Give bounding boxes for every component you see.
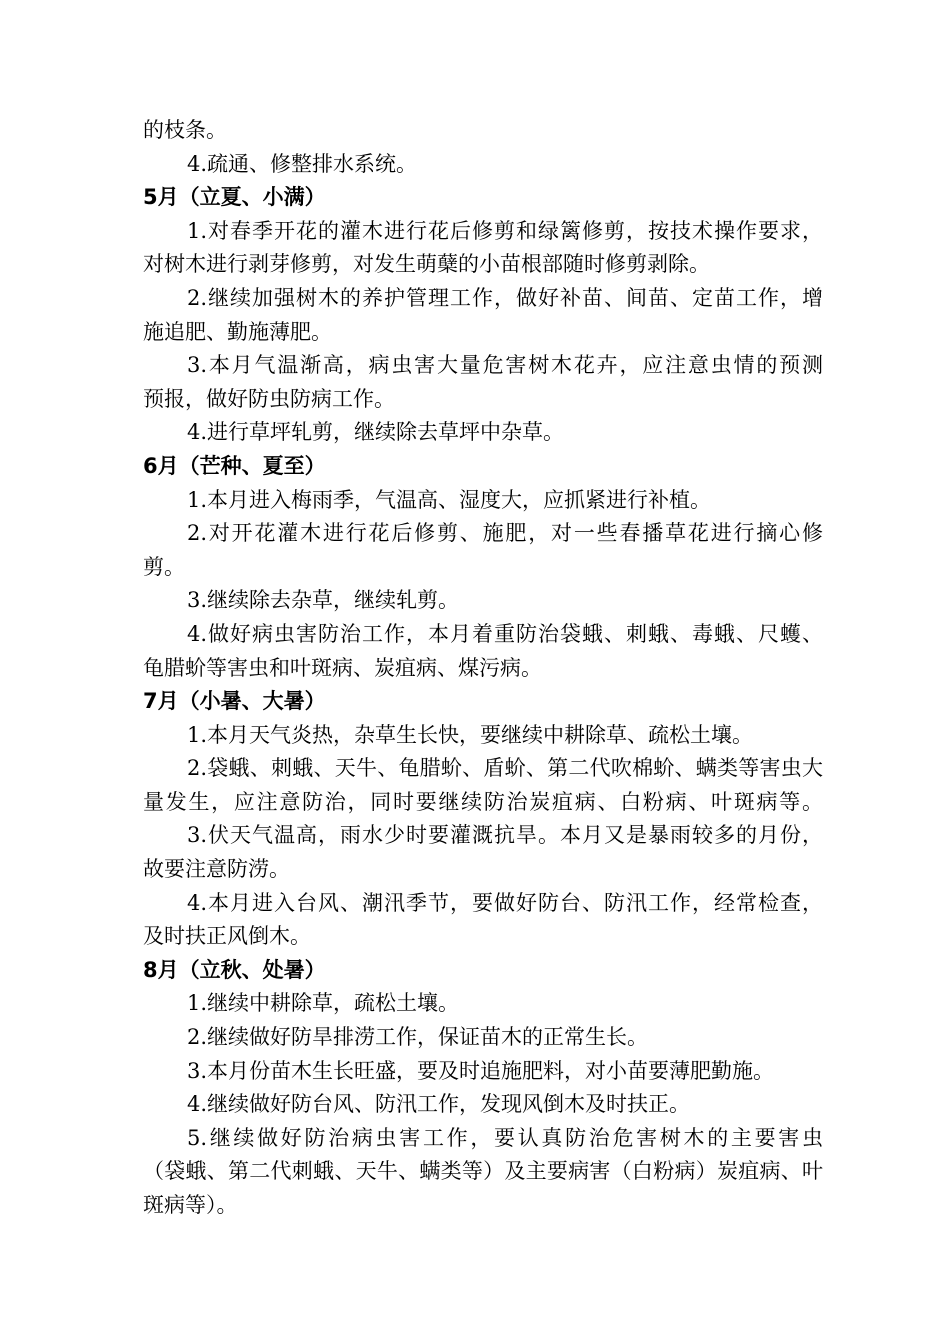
list-item-may-3-cont: 预报，做好防虫防病工作。 [143,386,395,411]
list-item-june-2: 2.对开花灌木进行花后修剪、施肥，对一些春播草花进行摘心修 [187,521,823,546]
list-item-july-1: 1.本月天气炎热，杂草生长快，要继续中耕除草、疏松土壤。 [187,722,754,747]
list-item-july-2-cont: 量发生，应注意防治，同时要继续防治炭疽病、白粉病、叶斑病等。 [143,789,823,814]
list-item-august-5: 5.继续做好防治病虫害工作，要认真防治危害树木的主要害虫 [187,1125,823,1150]
list-item-june-4: 4.做好病虫害防治工作，本月着重防治袋蛾、刺蛾、毒蛾、尺蠖、 [187,621,823,646]
section-heading-june: 6月（芒种、夏至） [143,453,326,478]
list-item-august-2: 2.继续做好防旱排涝工作，保证苗木的正常生长。 [187,1025,649,1050]
list-item-drain-system: 4.疏通、修整排水系统。 [187,151,418,176]
list-item-july-3: 3.伏天气温高，雨水少时要灌溉抗旱。本月又是暴雨较多的月份， [187,823,823,848]
list-item-june-4-cont: 龟腊蚧等害虫和叶斑病、炭疽病、煤污病。 [143,655,542,680]
section-heading-august: 8月（立秋、处暑） [143,957,326,982]
document-page [143,114,823,1223]
list-item-july-4-cont: 及时扶正风倒木。 [143,924,311,949]
list-item-august-1: 1.继续中耕除草，疏松土壤。 [187,991,460,1016]
list-item-may-1-cont: 对树木进行剥芽修剪，对发生萌蘖的小苗根部随时修剪剥除。 [143,252,710,277]
list-item-august-5-cont: （袋蛾、第二代刺蛾、天牛、螨类等）及主要病害（白粉病）炭疽病、叶 [143,1159,823,1184]
body-line-1: 的枝条。 [143,118,227,142]
list-item-july-4: 4.本月进入台风、潮汛季节，要做好防台、防汛工作，经常检查， [187,890,823,915]
list-item-august-4: 4.继续做好防台风、防汛工作，发现风倒木及时扶正。 [187,1092,691,1117]
list-item-may-3: 3.本月气温渐高，病虫害大量危害树木花卉，应注意虫情的预测 [187,353,823,378]
list-item-july-3-cont: 故要注意防涝。 [143,857,290,882]
list-item-june-3: 3.继续除去杂草，继续轧剪。 [187,588,460,613]
list-item-august-5-end: 斑病等）。 [143,1193,238,1217]
list-item-may-2: 2.继续加强树木的养护管理工作，做好补苗、间苗、定苗工作，增 [187,285,823,310]
list-item-july-2: 2.袋蛾、刺蛾、天牛、龟腊蚧、盾蚧、第二代吹棉蚧、螨类等害虫大 [187,756,823,781]
list-item-may-4: 4.进行草坪轧剪，继续除去草坪中杂草。 [187,420,565,445]
list-item-may-2-cont: 施追肥、勤施薄肥。 [143,319,332,344]
list-item-may-1: 1.对春季开花的灌木进行花后修剪和绿篱修剪，按技术操作要求， [187,218,823,243]
section-heading-july: 7月（小暑、大暑） [143,689,326,714]
list-item-june-1: 1.本月进入梅雨季，气温高、湿度大，应抓紧进行补植。 [187,487,712,512]
list-item-august-3: 3.本月份苗木生长旺盛，要及时追施肥料，对小苗要薄肥勤施。 [187,1058,775,1083]
section-heading-may: 5月（立夏、小满） [143,185,326,210]
list-item-june-2-cont: 剪。 [143,554,185,579]
